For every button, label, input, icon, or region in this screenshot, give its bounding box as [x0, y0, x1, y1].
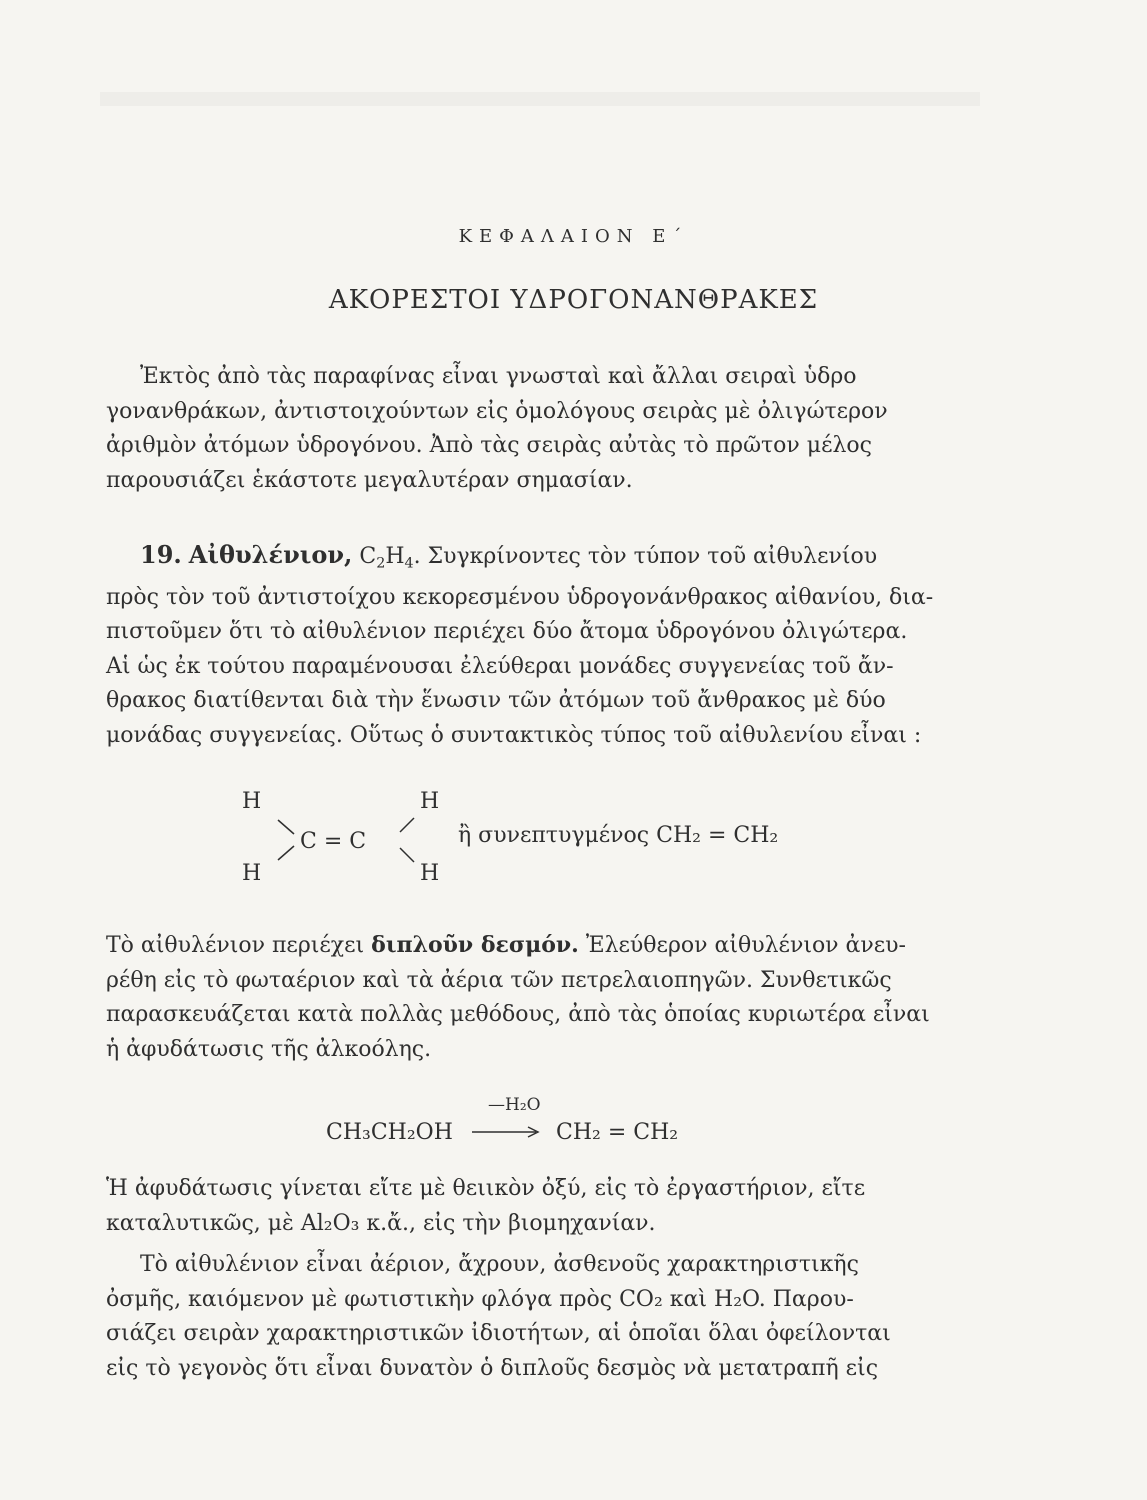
- bond-line: [400, 848, 414, 862]
- h-top-right: H: [420, 789, 440, 814]
- ethylene-structural-formula: [230, 780, 870, 890]
- bleed-through-shadow: [100, 92, 980, 106]
- reaction-product: CH₂ = CH₂: [556, 1120, 679, 1145]
- text-line: πρὸς τὸν τοῦ ἀντιστοίχου κεκορεσμένου ὑδρογονάνθρακος αἰθανίου, δια-: [106, 584, 934, 610]
- text-line: ρέθη εἰς τὸ φωταέριον καὶ τὰ ἀέρια τῶν πετρελαιοπηγῶν. Συνθετικῶς: [106, 967, 892, 993]
- condensed-formula: ἢ συνεπτυγμένος CH₂ = CH₂: [458, 823, 779, 848]
- dehydration-paragraph: [106, 1172, 966, 1241]
- text-line: Αἱ ὡς ἐκ τούτου παραμένουσαι ἐλεύθεραι μονάδες συγγενείας τοῦ ἄν-: [106, 653, 894, 679]
- properties-paragraph: [106, 1248, 966, 1386]
- lead-text: Τὸ αἰθυλένιον περιέχει: [106, 933, 365, 958]
- reaction-arrow-icon: [470, 1118, 545, 1142]
- h-bottom-left: H: [242, 861, 262, 886]
- bond-line: [278, 820, 294, 834]
- text-line: μονάδας συγγενείας. Οὕτως ὁ συντακτικὸς τύπος τοῦ αἰθυλενίου εἶναι :: [106, 722, 922, 748]
- carbon-double-bond: C = C: [300, 829, 367, 854]
- h-top-left: H: [242, 789, 262, 814]
- chapter-title: ΑΚΟΡΕΣΤΟΙ ΥΔΡΟΓΟΝΑΝΘΡΑΚΕΣ: [328, 285, 819, 315]
- bond-line: [278, 846, 294, 860]
- text-line: γονανθράκων, ἀντιστοιχούντων εἰς ὁμολόγους σειρὰς μὲ ὀλιγώτερον: [106, 398, 888, 424]
- section-number: 19.: [140, 540, 182, 569]
- text-line: παρασκευάζεται κατὰ πολλὰς μεθόδους, ἀπὸ τὰς ὁποίας κυριωτέρα εἶναι: [106, 1002, 930, 1027]
- reaction-condition: —H₂O: [488, 1095, 541, 1115]
- text-line: καταλυτικῶς, μὲ Al₂O₃ κ.ἄ., εἰς τὴν βιομηχανίαν.: [106, 1210, 656, 1236]
- text-line: [106, 928, 966, 964]
- text-line: παρουσιάζει ἑκάστοτε μεγαλυτέραν σημασίαν.: [106, 467, 633, 493]
- section-name: Αἰθυλένιον,: [188, 540, 353, 569]
- text-line: εἰς τὸ γεγονὸς ὅτι εἶναι δυνατὸν ὁ διπλοῦς δεσμὸς νὰ μετατραπῆ εἰς: [106, 1355, 879, 1381]
- emphasis-text: διπλοῦν δεσμόν.: [371, 932, 579, 958]
- text-line: πιστοῦμεν ὅτι τὸ αἰθυλένιον περιέχει δύο ἄτομα ὑδρογόνου ὀλιγώτερα.: [106, 619, 908, 645]
- section-heading-line: [106, 538, 966, 581]
- text-line: σιάζει σειρὰν χαρακτηριστικῶν ἰδιοτήτων, αἱ ὁποῖαι ὅλαι ὀφείλονται: [106, 1321, 891, 1346]
- formula-c2h4: $C_2H_4$.: [359, 544, 421, 572]
- h-bottom-right: H: [420, 861, 440, 886]
- text-line: Ἡ ἀφυδάτωσις γίνεται εἴτε μὲ θειικὸν ὀξύ, εἰς τὸ ἐργαστήριον, εἴτε: [106, 1176, 866, 1201]
- text-line: Τὸ αἰθυλένιον εἶναι ἀέριον, ἄχρουν, ἀσθενοῦς χαρακτηριστικῆς: [140, 1252, 859, 1277]
- section-lead-text: Συγκρίνοντες τὸν τύπον τοῦ αἰθυλενίου: [427, 544, 878, 569]
- reaction-reactant: CH₃CH₂OH: [326, 1120, 453, 1145]
- section-19-paragraph: [106, 538, 966, 753]
- intro-paragraph: [106, 360, 966, 498]
- chapter-label: ΚΕΦΑΛΑΙΟΝ Ε΄: [458, 226, 689, 247]
- double-bond-paragraph: [106, 928, 966, 1067]
- text-line: θρακος διατίθενται διὰ τὴν ἕνωσιν τῶν ἀτόμων τοῦ ἄνθρακος μὲ δύο: [106, 688, 886, 714]
- bond-line: [400, 818, 414, 832]
- text-line: ὀσμῆς, καιόμενον μὲ φωτιστικὴν φλόγα πρὸς CO₂ καὶ H₂O. Παρου-: [106, 1286, 854, 1312]
- text-line: ἡ ἀφυδάτωσις τῆς ἀλκοόλης.: [106, 1036, 432, 1062]
- rest-text: Ἐλεύθερον αἰθυλένιον ἀνευ-: [585, 933, 906, 958]
- text-line: Ἐκτὸς ἀπὸ τὰς παραφίνας εἶναι γνωσταὶ καὶ ἄλλαι σειραὶ ὑδρο: [140, 364, 857, 389]
- text-line: ἀριθμὸν ἀτόμων ὑδρογόνου. Ἀπὸ τὰς σειρὰς αὐτὰς τὸ πρῶτον μέλος: [106, 433, 872, 458]
